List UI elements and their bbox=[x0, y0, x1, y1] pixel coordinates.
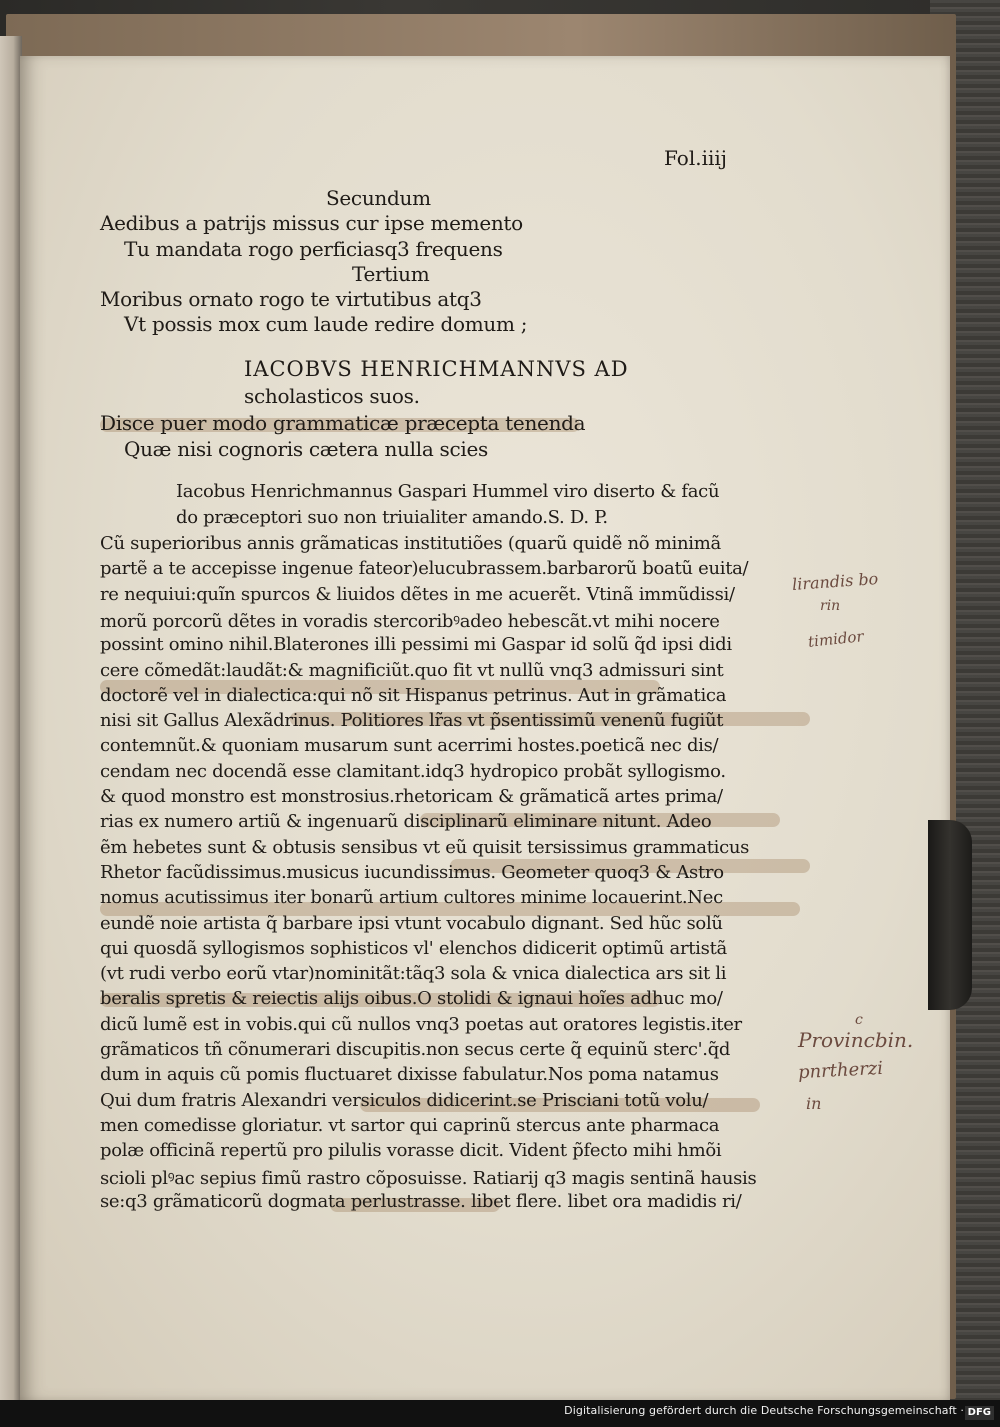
letter-line: Qui dum fratris Alexandri versiculos didicerint.se Prisciani totũ volu/ bbox=[100, 1089, 709, 1111]
verse-line: Aedibus a patrijs missus cur ipse memento bbox=[100, 211, 523, 235]
letter-line: contemnũt.& quoniam musarum sunt acerrimi hostes.poeticã nec dis/ bbox=[100, 735, 719, 757]
marginal-note: lirandis bo bbox=[791, 569, 879, 594]
marginal-note: pnrtherzi bbox=[797, 1057, 884, 1084]
binding-clasp bbox=[928, 820, 972, 1010]
marginal-note: timidor bbox=[807, 627, 865, 651]
letter-line: re nequiui:quĩn spurcos & liuidos dẽtes in me acuerẽt. Vtinã immũdissi/ bbox=[100, 583, 735, 605]
letter-line: (vt rudi verbo eorũ vtar)nominitãt:tãq3 sola & vnica dialectica ars sit li bbox=[100, 963, 727, 985]
letter-line: beralis spretis & reiectis alijs oibus.O stolidi & ignaui hoĩes adhuc mo/ bbox=[100, 988, 723, 1010]
letter-line: doctorẽ vel in dialectica:qui nõ sit Hispanus petrinus. Aut in grãmatica bbox=[100, 684, 727, 706]
letter-line: morũ porcorũ dẽtes in voradis stercoribꝰadeo hebescãt.vt mihi nocere bbox=[100, 610, 720, 632]
letter-line: se:q3 grãmaticorũ dogmata perlustrasse. libet flere. libet ora madidis ri/ bbox=[100, 1190, 742, 1212]
section-subtitle: scholasticos suos. bbox=[244, 384, 420, 408]
letter-line: cendam nec docendã esse clamitant.idq3 hydropico probãt syllogismo. bbox=[100, 760, 726, 782]
verse-line: Tu mandata rogo perficiasq3 frequens bbox=[124, 237, 503, 261]
footer-credit: Digitalisierung gefördert durch die Deutsche Forschungsgemeinschaft · bbox=[564, 1404, 964, 1417]
letter-line: Cũ superioribus annis grãmaticas institutiões (quarũ quidẽ nõ minimã bbox=[100, 533, 721, 554]
left-page-edge bbox=[0, 36, 22, 1400]
letter-line: polæ officinã repertũ pro pilulis vorasse dicit. Vident p̃fecto mihi hmõi bbox=[100, 1140, 722, 1162]
verse-line: Disce puer modo grammaticæ præcepta tenenda bbox=[100, 411, 586, 435]
heading-tertium: Tertium bbox=[352, 262, 430, 286]
letter-line: ẽm hebetes sunt & obtusis sensibus vt eũ quisit tersissimus grammaticus bbox=[100, 836, 750, 858]
marginal-note: in bbox=[806, 1094, 822, 1113]
verse-line: Vt possis mox cum laude redire domum ; bbox=[124, 312, 528, 336]
folio-number: Fol.iiij bbox=[664, 146, 727, 170]
letter-line: possint omino nihil.Blaterones illi pessimi mi Gaspar id solũ q̃d ipsi didi bbox=[100, 634, 732, 656]
verse-line: Quæ nisi cognoris cætera nulla scies bbox=[124, 437, 488, 461]
letter-line: eundẽ noie artista q̃ barbare ipsi vtunt vocabulo dignant. Sed hũc solũ bbox=[100, 912, 723, 934]
letter-line: cere cõmedãt:laudãt:& magnificiũt.quo fit vt nullũ vnq3 admissuri sint bbox=[100, 659, 724, 681]
letter-salutation: do præceptori suo non triuialiter amando.S. D. P. bbox=[176, 507, 608, 528]
verse-line: Moribus ornato rogo te virtutibus atq3 bbox=[100, 287, 482, 311]
marginal-note: rin bbox=[820, 598, 841, 614]
section-title: IACOBVS HENRICHMANNVS AD bbox=[244, 357, 629, 381]
letter-line: Rhetor facũdissimus.musicus iucundissimus. Geometer quoq3 & Astro bbox=[100, 861, 724, 883]
marginal-note: c bbox=[855, 1012, 863, 1028]
letter-line: nomus acutissimus iter bonarũ artium cultores minime locauerint.Nec bbox=[100, 887, 723, 909]
letter-line: qui quosdã syllogismos sophisticos vl' elenchos didicerit optimũ artistã bbox=[100, 937, 727, 959]
heading-secundum: Secundum bbox=[326, 186, 431, 210]
letter-line: grãmaticos tñ cõnumerari discupitis.non secus certe q̃ equinũ sterc'.q̃d bbox=[100, 1039, 731, 1060]
letter-line: rias ex numero artiũ & ingenuarũ disciplinarũ eliminare nitunt. Adeo bbox=[100, 811, 712, 833]
marginal-note: Provincbin. bbox=[798, 1028, 914, 1052]
dfg-logo: DFG bbox=[965, 1406, 994, 1420]
letter-line: dum in aquis cũ pomis fluctuaret dixisse fabulatur.Nos poma natamus bbox=[100, 1064, 719, 1086]
letter-line: men comedisse gloriatur. vt sartor qui caprinũ stercus ante pharmaca bbox=[100, 1114, 720, 1136]
letter-line: dicũ lumẽ est in vobis.qui cũ nullos vnq3 poetas aut oratores legistis.iter bbox=[100, 1013, 742, 1035]
letter-salutation: Iacobus Henrichmannus Gaspari Hummel viro diserto & facũ bbox=[176, 481, 720, 502]
letter-line: partẽ a te accepisse ingenue fateor)elucubrassem.barbarorũ boatũ euita/ bbox=[100, 558, 749, 580]
letter-line: nisi sit Gallus Alexãdrinus. Politiores lr̃as vt p̃sentissimũ venenũ fugiũt bbox=[100, 710, 724, 732]
letter-line: scioli plꝰac sepius fimũ rastro cõposuisse. Ratiarij q3 magis sentinã hausis bbox=[100, 1167, 757, 1189]
letter-line: & quod monstro est monstrosius.rhetoricam & grãmaticã artes prima/ bbox=[100, 786, 723, 807]
